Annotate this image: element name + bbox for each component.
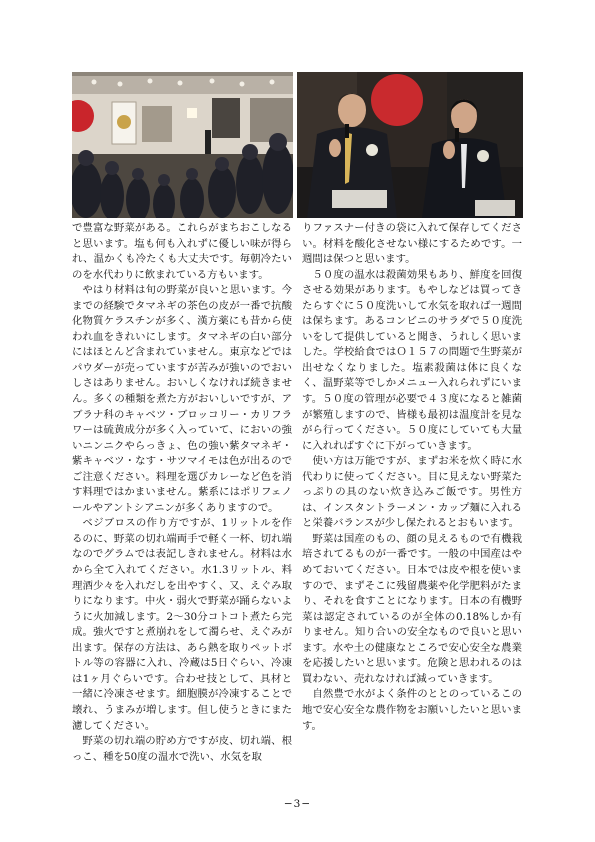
paragraph: で豊富な野菜がある。これらがまちおこしなると思います。塩も何も入れずに優しい味が得られ、温かくも冷たくも大丈夫です。毎朝冷たいのを水代わりに飲まれている方もいます。 xyxy=(72,222,292,281)
paragraph: やはり材料は旬の野菜が良いと思います。今までの経験でタマネギの茶色の皮が一番で抗酸化物質ケラスチンが多く、漢方薬にも昔から使われ血をきれいにします。タマネギの白い部分にはほとんど含まれていません。東京などではパウダーが売っていますが苦みが強いのでおいしさはありません。おいしくなければ続きません。多くの種類を煮た方がおいしいですが、アブラナ科のキャベツ・ブロッコリー・カリフラワーは硫黄成分が多く入っていて、においの強いニンニクやらっきょ、色の強い紫タマネギ・紫キャベツ・なす・サツマイモは色が出るのでご注意ください。料理を選びカレーなど色を消す料理ではかまいません。紫系にはポリフェノールやアントシアニンが多くありますので。 xyxy=(72,284,292,514)
paragraph: 野菜は国産のもの、顔の見えるもので有機栽培されてるものが一番です。一般の中国産はやめておいてください。日本では皮や根を使いますので、まずそこに残留農薬や化学肥料がたまり、それを食すことになります。日本の有機野菜は認定されているのが全体の0.18%しか有りません。知り合いの安全なもので良いと思います。水や土の健康なところで安心安全な農業を応援したいと思います。危険と思われるのは買わない、売れなければ減っていきます。 xyxy=(302,532,522,685)
article-column-right xyxy=(302,221,522,734)
page-number: −3− xyxy=(283,798,312,810)
paragraph: 使い方は万能ですが、まずお米を炊く時に水代わりに使ってください。目に見えない野菜たっぷりの具のない炊き込みご飯です。男性方は、インスタントラーメン・カップ麺に入れると栄養バランスが少し保たれるとおもいます。 xyxy=(302,455,522,530)
two-speakers-photo xyxy=(297,72,523,218)
paragraph: りファスナー付きの袋に入れて保存してください。材料を酸化させない様にするためです。一週間は保つと思います。 xyxy=(302,222,522,266)
seminar-audience-photo xyxy=(72,72,293,218)
paragraph: ５０度の温水は殺菌効果もあり、鮮度を回復させる効果があります。もやしなどは買ってきたらすぐに５０度洗いして水気を取れば一週間は保ちます。あるコンビニのサラダで５０度洗いをして提供していると聞き、うれしく思いました。学校給食ではＯ１５７の問題で生野菜が出せなくなりました。塩素殺菌は体に良くなく、温野菜等でしかメニュー入れられずにいます。５０度の管理が必要で４３度になると雑菌が繁殖しますので、皆様も最初は温度計を見ながら行ってください。５０度にしていても大量に入れればすぐに下がっていきます。 xyxy=(302,268,522,452)
paragraph: 自然豊で水がよく条件のととのっているこの地で安心安全な農作物をお願いしたいと思います。 xyxy=(302,688,522,732)
paragraph: ベジブロスの作り方ですが、1リットルを作るのに、野菜の切れ端両手で軽く一杯、切れ端なのでグラムでは表記しきれません。材料は水から全て入れてください。水1.3リットル、料理酒少々を入れだしを出やすく、又、えぐみ取りになります。中火・弱火で野菜が踊らないように火加減します。2～30分コトコト煮たら完成。強火ですと煮崩れをして濁らせ、えぐみが出ます。保存の方法は、あら熱を取りペットボトル等の容器に入れ、冷蔵は5日ぐらい、冷凍は1ヶ月ぐらいです。合わせ技として、具材と一緒に冷凍させます。細胞膜が冷凍することで壊れ、うまみが増します。但し使うときにまた濾してください。 xyxy=(72,517,292,732)
paragraph: 野菜の切れ端の貯め方ですが皮、切れ端、根っこ、種を50度の温水で洗い、水気を取 xyxy=(72,735,292,763)
article-column-left xyxy=(72,221,292,765)
seminar-audience-illustration xyxy=(72,72,293,218)
two-speakers-illustration xyxy=(297,72,523,218)
